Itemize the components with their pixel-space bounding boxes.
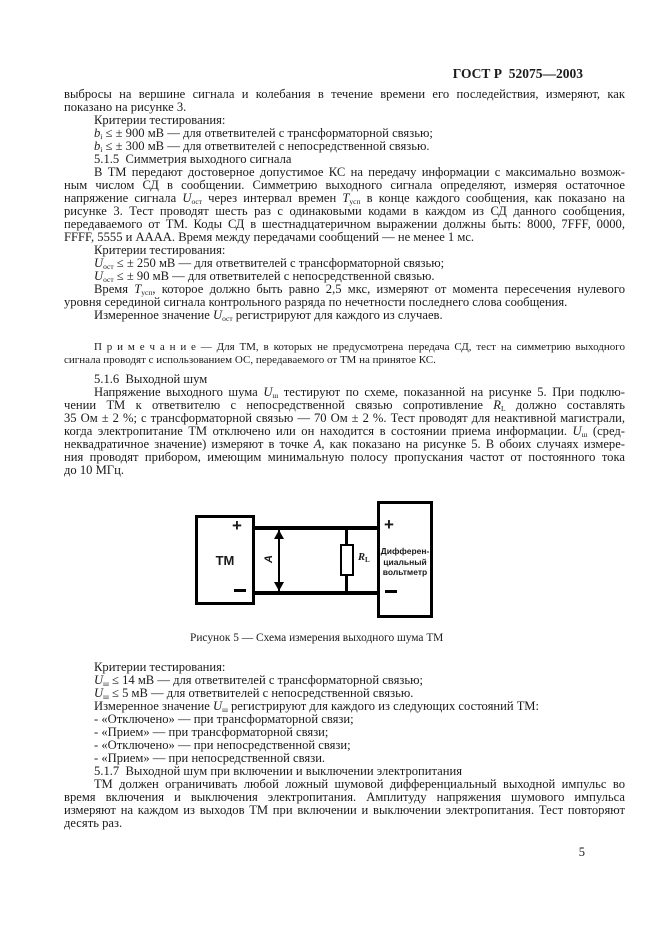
text-line: передаваемого от ТМ. Коды СД в шестнадцатеричном выражении должны быть: 8000, 7FFF, 0000, [64,217,625,231]
text-line: ным числом СД в сообщении. Симметрию выходного сигнала определяют, измеряя остаточное [64,178,625,192]
resistor-label: RL [358,552,370,564]
text-line: Время Tусп, которое должно быть равно 2,5 мкс, измеряют от момента пересечения нулевого [94,282,625,297]
text-line: неквадратичное значение) измеряют в точке A, как показано на рисунке 5. В обоих случаях измере- [64,437,625,451]
text-line: Критерии тестирования: [94,660,226,674]
text-line: напряжение сигнала Uост через интервал времен Tусп в конце каждого сообщения, как показано на [64,191,625,206]
text-line: уровня серединой сигнала контрольного разряда по нечетности последнего слова сообщения. [64,295,568,309]
text-line: bi ≤ ± 900 мВ — для ответвителей с трансформаторной связью; [94,126,433,141]
top-wire [252,526,380,530]
text-line: измеряют на каждом из выходов ТМ при включении и выключении электропитания. Тест повторяют [64,803,625,817]
figure-caption: Рисунок 5 — Схема измерения выходного шума ТМ [190,632,444,644]
text-line: - «Отключено» — при трансформаторной связи; [94,712,354,726]
text-line: выбросы на вершине сигнала и колебания в течение времени его последействия, измеряют, как [64,87,625,101]
text-line: рисунке 3. Тест проводят шесть раз с одинаковыми кодами в каждом из СД данного сообщения, [64,204,625,218]
page-header-gost-number: ГОСТ Р 52075—2003 [452,66,583,81]
text-line: - «Отключено» — при непосредственной связи; [94,738,351,752]
resistor-rl [340,544,354,576]
text-line: Uост ≤ ± 250 мВ — для ответвителей с трансформаторной связью; [94,256,445,271]
text-line: время включения и выключения электропитания. Амплитуду напряжения шумового импульса [64,790,625,804]
differential-voltmeter-box [377,501,433,618]
tm-device-box [195,515,255,605]
text-line: ния проводят прибором, имеющим минимальную полосу пропускания частот от постоянного тока [64,450,625,464]
text-line: 5.1.5 Симметрия выходного сигнала [94,152,292,166]
page-number: 5 [578,845,585,859]
text-line: Измеренное значение Uш регистрируют для каждого из следующих состояний ТМ: [94,699,539,714]
text-line: П р и м е ч а н и е — Для ТМ, в которых не предусмотрена передача СД, тест на симметрию выходного [94,341,625,353]
text-line: Uш ≤ 14 мВ — для ответвителей с трансформаторной связью; [94,673,423,688]
arrow-down-icon [274,582,284,591]
text-line: Критерии тестирования: [94,243,226,257]
text-line: Uш ≤ 5 мВ — для ответвителей с непосредственной связью. [94,686,414,701]
text-line: 5.1.6 Выходной шум [94,372,208,386]
resistor-lead [345,530,348,544]
arrow-up-icon [274,530,284,539]
body-text-block [64,661,625,830]
text-line: сигнала проводят с использованием ОС, передаваемого от ТМ на принятое КС. [64,354,436,366]
text-line: - «Прием» — при трансформаторной связи; [94,725,329,739]
voltmeter-label: Дифферен- циальный вольтметр [380,546,430,577]
text-line: ТМ должен ограничивать любой ложный шумовой дифференциальный выходной импульс во [94,777,625,791]
text-line: Измеренное значение Uост регистрируют для каждого из случаев. [94,308,443,323]
resistor-lead [345,576,348,592]
plus-terminal: + [232,516,242,535]
minus-terminal [385,590,397,593]
text-line: показано на рисунке 3. [64,100,187,114]
tm-label: ТМ [215,552,235,568]
text-line: Критерии тестирования: [94,113,226,127]
text-line: до 10 МГц. [64,463,124,477]
text-line: Uост ≤ ± 90 мВ — для ответвителей с непосредственной связью. [94,269,435,284]
text-line: Напряжение выходного шума Uш тестируют по схеме, показанной на рисунке 5. При подклю- [94,385,625,400]
plus-terminal: + [384,515,394,534]
bottom-wire [252,591,380,595]
text-line: FFFF, 5555 и AAAA. Время между передачами сообщений — не менее 1 мс. [64,230,475,244]
text-line: - «Прием» — при непосредственной связи. [94,751,326,765]
minus-terminal [234,589,246,592]
measurement-point-a-label: A [263,555,275,563]
text-line: десять раз. [64,816,123,830]
text-line: чении ТМ к ответвителю с непосредственной связью сопротивление RL должно составлять [64,398,625,413]
text-line: 5.1.7 Выходной шум при включении и выключении электропитания [94,764,463,778]
text-line: 35 Ом ± 2 %; с трансформаторной связью — 70 Ом ± 2 %. Тест проводят для неактивной магистрали, [64,411,625,425]
text-line: когда электропитание ТМ отключено или он находится в состоянии приема информации. Uш (сред- [64,424,625,439]
text-line: В ТМ передают достоверное допустимое КС на передачу информации с максимально возмож- [94,165,625,179]
text-line: bi ≤ ± 300 мВ — для ответвителей с непосредственной связью. [94,139,430,154]
